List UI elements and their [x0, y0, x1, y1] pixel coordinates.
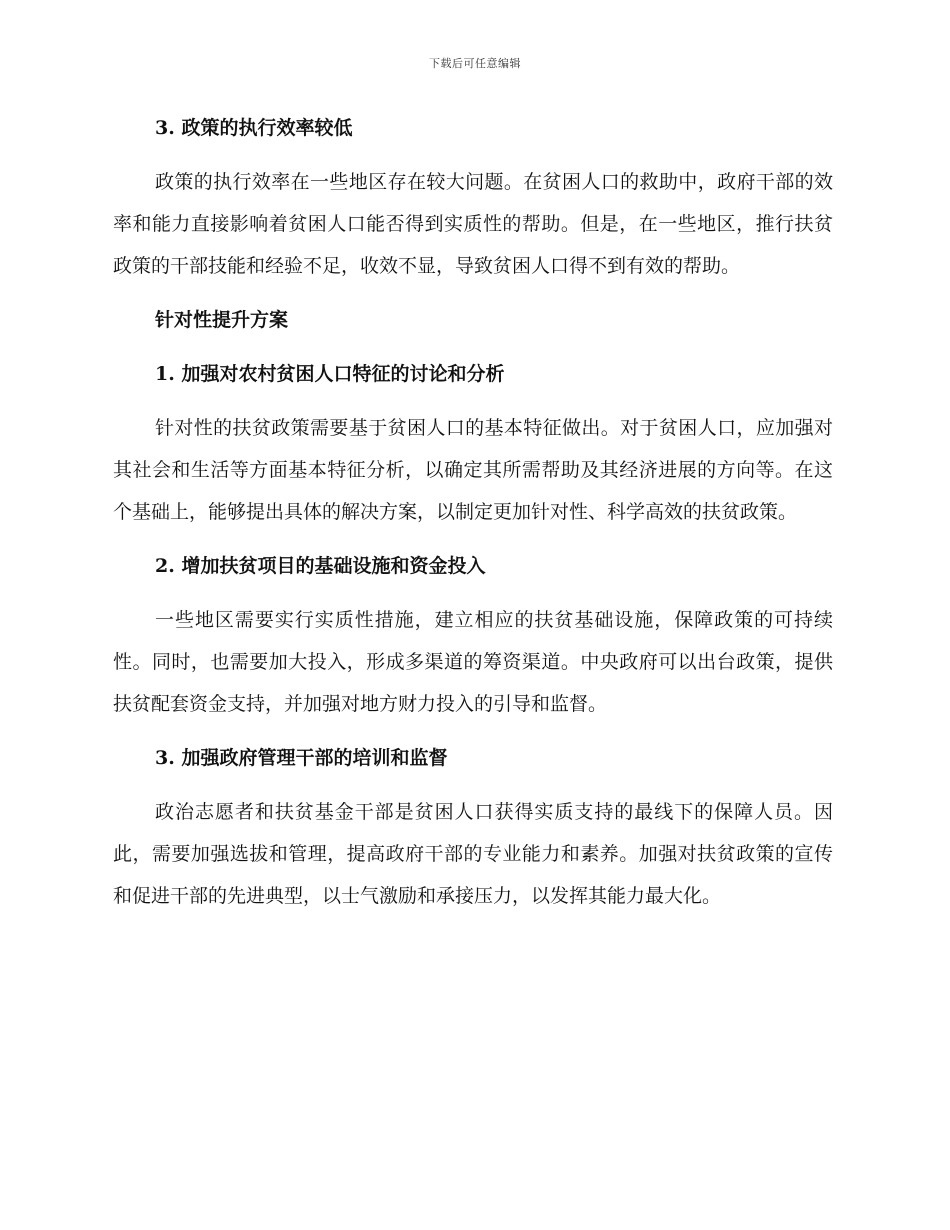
section-heading-infrastructure-funding: 2. 增加扶贫项目的基础设施和资金投入	[155, 555, 486, 577]
page-header: 下载后可任意编辑	[429, 57, 521, 70]
section-heading-poverty-analysis: 1. 加强对农村贫困人口特征的讨论和分析	[155, 363, 505, 385]
paragraph-execution-efficiency: 政策的执行效率在一些地区存在较大问题。在贫困人口的救助中，政府干部的效率和能力直接影响着贫困人口能否得到实质性的帮助。但是，在一些地区，推行扶贫政策的干部技能和经验不足，收效不显，导致贫困人口得不到有效的帮助。	[113, 171, 833, 277]
section-heading-execution-efficiency: 3. 政策的执行效率较低	[155, 117, 353, 139]
paragraph-cadre-training: 政治志愿者和扶贫基金干部是贫困人口获得实质支持的最线下的保障人员。因此，需要加强选拔和管理，提高政府干部的专业能力和素养。加强对扶贫政策的宣传和促进干部的先进典型，以士气激励和承接压力，以发挥其能力最大化。	[113, 801, 833, 907]
section-heading-improvement-plan: 针对性提升方案	[155, 309, 289, 331]
paragraph-infrastructure-funding: 一些地区需要实行实质性措施，建立相应的扶贫基础设施，保障政策的可持续性。同时，也需要加大投入，形成多渠道的筹资渠道。中央政府可以出台政策，提供扶贫配套资金支持，并加强对地方财力投入的引导和监督。	[113, 609, 833, 715]
section-heading-cadre-training: 3. 加强政府管理干部的培训和监督	[155, 747, 448, 769]
paragraph-poverty-analysis: 针对性的扶贫政策需要基于贫困人口的基本特征做出。对于贫困人口，应加强对其社会和生活等方面基本特征分析，以确定其所需帮助及其经济进展的方向等。在这个基础上，能够提出具体的解决方案，以制定更加针对性、科学高效的扶贫政策。	[113, 417, 833, 523]
document-body	[113, 107, 833, 917]
